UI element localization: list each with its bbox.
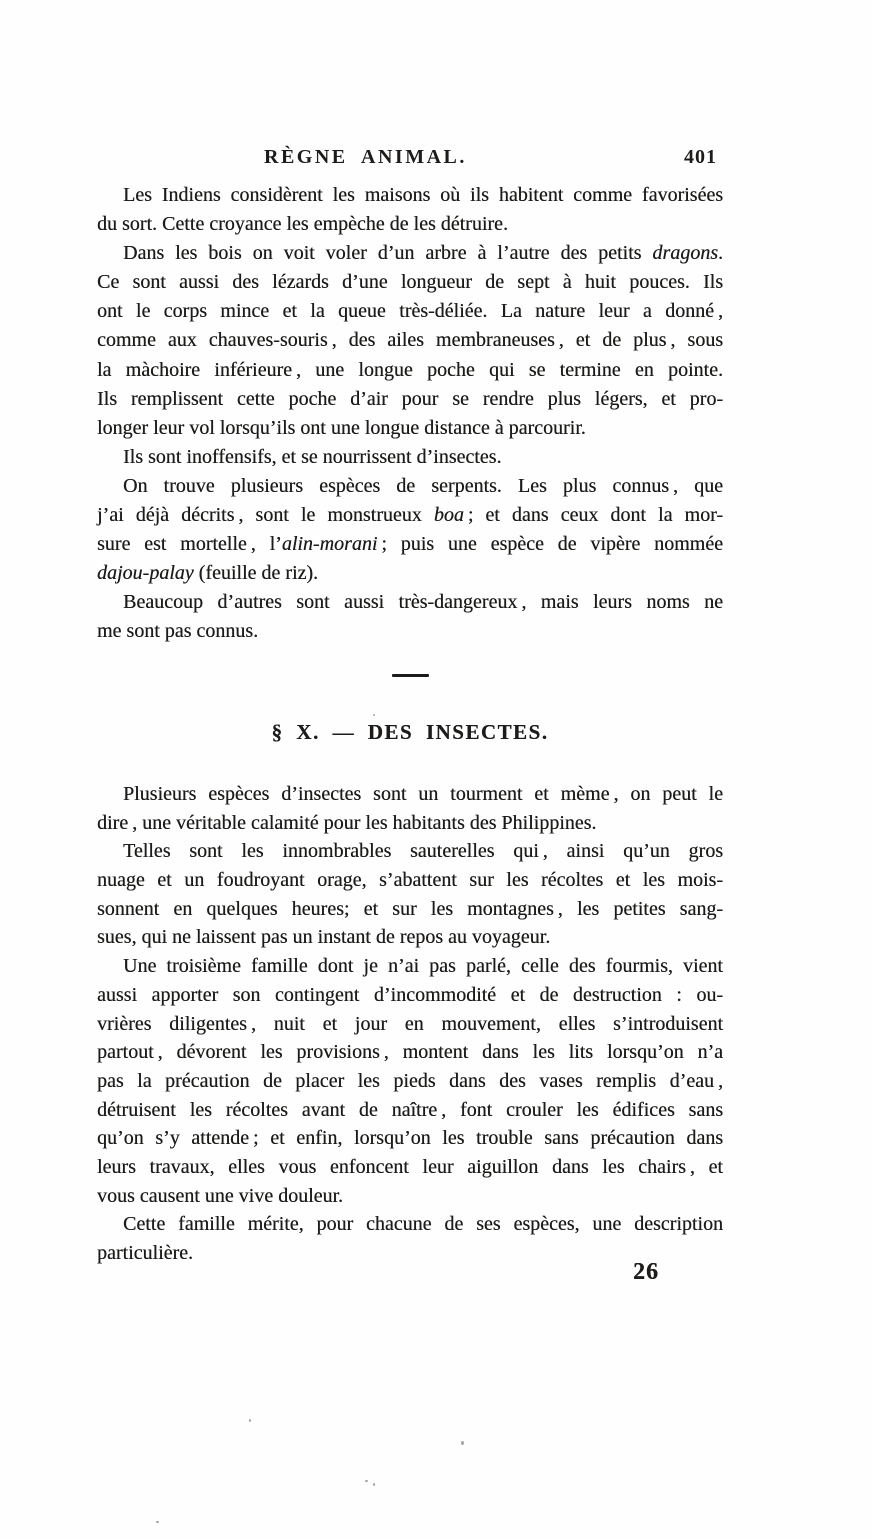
- scan-speck: [373, 1483, 375, 1486]
- scan-speck: [156, 1521, 159, 1523]
- text-line: du sort. Cette croyance les empèche de les détruire.: [97, 213, 508, 236]
- text-line: aussi apporter son contingent d’incommodité et de destruction : ou-: [97, 983, 723, 1006]
- text-line: Plusieurs espèces d’insectes sont un tourment et mème , on peut le: [123, 783, 723, 805]
- text-line: Telles sont les innombrables sauterelles qui , ainsi qu’un gros: [123, 840, 723, 863]
- text-line: nuage et un foudroyant orage, s’abattent sur les récoltes et les mois-: [97, 869, 723, 892]
- text-line: Ce sont aussi des lézards d’une longueur de sept à huit pouces. Ils: [97, 271, 723, 294]
- scan-speck: [373, 714, 375, 716]
- scan-speck: [249, 1419, 251, 1422]
- text-line: sues, qui ne laissent pas un instant de repos au voyageur.: [97, 926, 551, 949]
- text-line: sure est mortelle , l’alin-morani ; puis une espèce de vipère nommée: [97, 533, 723, 556]
- text-line: vous causent une vive douleur.: [97, 1184, 344, 1207]
- scan-speck: [461, 1441, 464, 1445]
- text-line: me sont pas connus.: [97, 620, 259, 643]
- text-line: détruisent les récoltes avant de naître , font crouler les édifices sans: [97, 1098, 723, 1121]
- text-line: sonnent en quelques heures; et sur les montagnes , les petites sang-: [97, 897, 723, 920]
- text-line: leurs travaux, elles vous enfoncent leur aiguillon dans les chairs , et: [97, 1155, 723, 1178]
- text-line: longer leur vol lorsqu’ils ont une longue distance à parcourir.: [97, 416, 586, 439]
- scan-speck: [365, 1480, 368, 1482]
- running-title: RÈGNE ANIMAL.: [264, 146, 467, 168]
- text-line: Dans les bois on voit voler d’un arbre à l’autre des petits dragons.: [123, 242, 723, 265]
- section-divider: [392, 674, 429, 678]
- text-line: Les Indiens considèrent les maisons où ils habitent comme favorisées: [123, 184, 723, 206]
- text-line: pas la précaution de placer les pieds dans des vases remplis d’eau ,: [97, 1069, 723, 1092]
- signature-mark: 26: [633, 1259, 659, 1285]
- text-line: Ils sont inoffensifs, et se nourrissent d’insectes.: [123, 445, 502, 468]
- page-body: [97, 181, 723, 1268]
- text-line: qu’on s’y attende ; et enfin, lorsqu’on les trouble sans précaution dans: [97, 1127, 723, 1150]
- text-line: On trouve plusieurs espèces de serpents. Les plus connus , que: [123, 474, 723, 497]
- text-line: la màchoire inférieure , une longue poche qui se termine en pointe.: [97, 358, 723, 381]
- text-line: Une troisième famille dont je n’ai pas parlé, celle des fourmis, vient: [123, 955, 723, 978]
- text-line: Ils remplissent cette poche d’air pour se rendre plus légers, et pro-: [97, 387, 723, 410]
- text-line: dire , une véritable calamité pour les habitants des Philippines.: [97, 811, 597, 834]
- text-line: j’ai déjà décrits , sont le monstrueux boa ; et dans ceux dont la mor-: [97, 504, 724, 527]
- text-line: Cette famille mérite, pour chacune de ses espèces, une description: [123, 1213, 723, 1236]
- text-line: ont le corps mince et la queue très-déliée. La nature leur a donné ,: [97, 300, 723, 323]
- page-number: 401: [684, 146, 717, 168]
- text-line: dajou-palay (feuille de riz).: [97, 562, 319, 585]
- text-line: Beaucoup d’autres sont aussi très-dangereux , mais leurs noms ne: [123, 591, 723, 614]
- section-heading: § X. — DES INSECTES.: [271, 720, 549, 744]
- text-line: particulière.: [97, 1242, 194, 1264]
- text-line: comme aux chauves-souris , des ailes membraneuses , et de plus , sous: [97, 329, 723, 352]
- text-line: partout , dévorent les provisions , montent dans les lits lorsqu’on n’a: [97, 1041, 723, 1064]
- text-line: vrières diligentes , nuit et jour en mouvement, elles s’introduisent: [97, 1012, 723, 1035]
